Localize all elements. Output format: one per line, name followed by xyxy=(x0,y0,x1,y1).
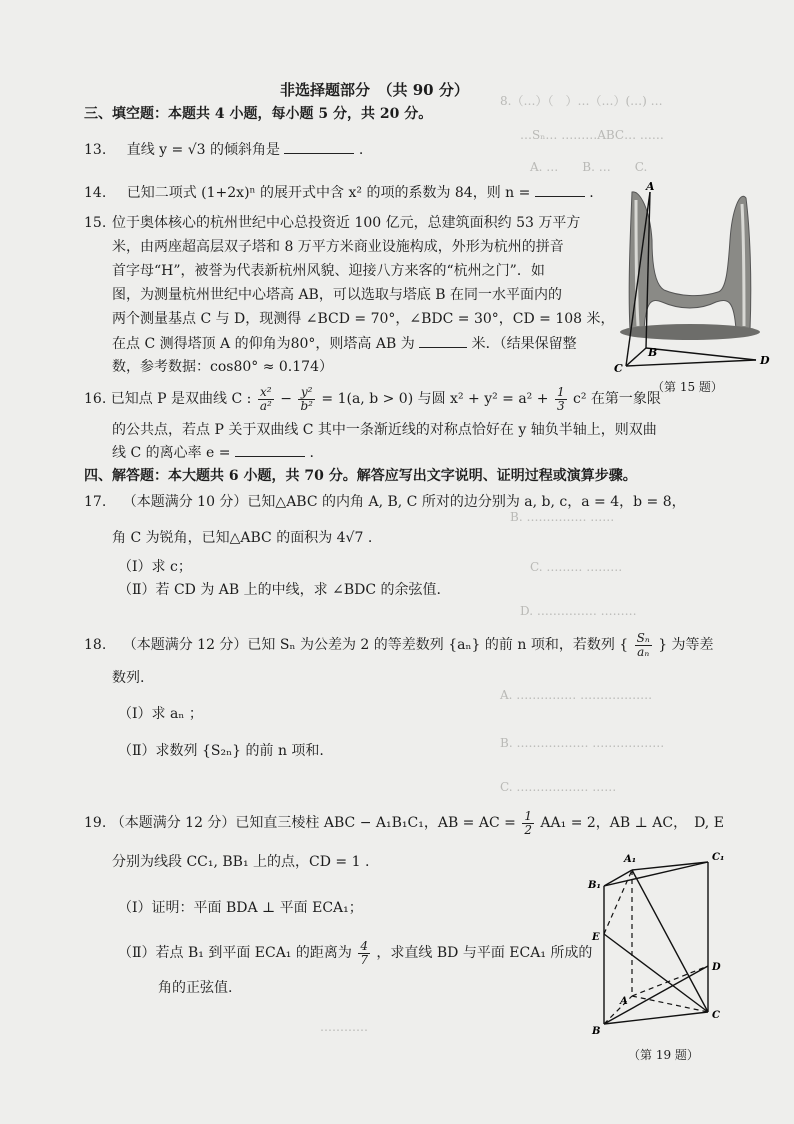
figure-19-caption: （第 19 题） xyxy=(628,1048,699,1062)
edge-B1A1 xyxy=(604,870,632,886)
question-number: 13. xyxy=(84,142,107,158)
answer-blank xyxy=(284,139,354,154)
line-EA1-hidden xyxy=(604,870,632,934)
tower-base xyxy=(620,324,760,340)
fraction-one-half: $\frac{1}{2}$ xyxy=(524,808,532,837)
question-line: 在点 C 测得塔顶 A 的仰角为80°，则塔高 AB 为 xyxy=(112,336,415,352)
fraction-Sn-an: $\frac{\text{Sₙ}}{\text{aₙ}}$ xyxy=(636,630,650,659)
point-label-E: E xyxy=(592,932,600,943)
question-number: 18. xyxy=(84,637,107,653)
line-BD xyxy=(604,966,708,1024)
question-text: c² 在第一象限 xyxy=(573,391,661,407)
answer-blank xyxy=(419,333,467,348)
point-label-D: D xyxy=(712,962,721,973)
edge-BC xyxy=(604,1012,708,1024)
part-2: ，求直线 BD 与平面 ECA₁ 所成的 xyxy=(376,945,593,961)
fraction-one-third: $\frac{1}{3}$ xyxy=(556,384,565,413)
question-text-end: . xyxy=(358,142,364,158)
point-label-B: B xyxy=(592,1026,601,1037)
question-number: 15. xyxy=(84,215,107,231)
figure-15-tower-diagram xyxy=(600,180,776,380)
point-label-A: A xyxy=(620,996,628,1007)
fraction-four-sevenths: $\frac{4}{7}$ xyxy=(360,938,368,967)
point-label-A: A xyxy=(646,180,655,193)
question-line: 数列. xyxy=(112,670,145,686)
figure-19-prism-diagram xyxy=(584,848,734,1038)
part-2: （Ⅱ）求数列 {S₂ₙ} 的前 n 项和. xyxy=(118,743,324,759)
answer-blank xyxy=(235,442,305,457)
question-text: 已知点 P 是双曲线 C : xyxy=(110,391,252,407)
question-number: 14. xyxy=(84,185,107,201)
question-line: 角 C 为锐角，已知△ABC 的面积为 4√7 . xyxy=(112,530,373,546)
question-line: 的公共点，若点 P 关于双曲线 C 其中一条渐近线的对称点恰好在 y 轴负半轴上，则双曲 xyxy=(112,422,657,438)
question-text: 已知二项式 (1+2x)ⁿ 的展开式中含 x² 的项的系数为 84，则 n = xyxy=(126,185,531,201)
question-13 xyxy=(84,139,363,160)
question-text: 直线 y = √3 的倾斜角是 xyxy=(126,142,280,158)
figure-15-caption: （第 15 题） xyxy=(652,380,723,394)
question-number: 17. xyxy=(84,494,107,510)
point-label-D: D xyxy=(760,354,770,367)
section-4-heading: 四、解答题：本大题共 6 小题，共 70 分。解答应写出文字说明、证明过程或演算步骤。 xyxy=(84,468,637,484)
answer-blank xyxy=(535,182,585,197)
question-line: 米，由两座超高层双子塔和 8 万平方米商业设施构成，外形为杭州的拼音 xyxy=(112,239,564,255)
line-BD xyxy=(646,348,756,360)
line-A1C xyxy=(632,870,708,1012)
question-number: 19. xyxy=(84,815,107,831)
exam-page: 8.（…）（ ）…（…）(…) … …Sₙ… ………ABC… …… A. … B. … C. B. …………… …… C. ……… ……… D. …………… ……… A. …………… ……………… B. ……………… ……………… C. ……………… …… ………… 非选择题部分 （共 90 分） 三、填空题：本题共 4 小题，每小题 5 分，共 20 分。 13. 直线 y = √3 的倾斜角是 . 14. 已知二项式 (1+2x)ⁿ 的展开式中含 x² 的项的系数为 84，则 n = . 15. 位于奥体核心的杭州世纪中心总投资近 100 亿元，总建筑面积约 53 万平方 米，由两座超高层双子塔和 8 万平方米商业设施构成，外形为杭州的拼音 首字母“H”，被誉为代表新杭州风貌、迎接八方来客的“杭州之门”．如 图，为测量杭州世纪中心塔高 AB，可以选取与塔底 B 在同一水平面内的 两个测量基点 C 与 D，现测得 ∠BCD = 70°，∠BDC = 30°，CD = 108 米， 在点 C 测得塔顶 A 的仰角为80°，则塔高 AB 为 米．（结果保留整 数，参考数据：cos80° ≈ 0.174） A B C D （第 15 题） 16. 已知点 P 是双曲线 C : $\frac{\text{x²}}{\text{a²}}$ − $\frac{\text{y²}}{\text{b²}}$ = 1(a, b > 0) 与圆 x² + y² = a² + $\frac{1}{3}$ c² 在第一象限 的公共点，若点 P 关于双曲线 C 其中一条渐近线的对称点恰好在 y 轴负半轴上，则双曲 线 C 的离心率 e = . 四、解答题：本大题共 6 小题，共 70 分。解答应写出文字说明、证明过程或演算步骤。 17. （本题满分 10 分）已知△ABC 的内角 A, B, C 所对的边分别为 a, b, c，a = 4，b = 8， 角 C 为锐角，已知△ABC 的面积为 4√7 . （Ⅰ）求 c； （Ⅱ）若 CD 为 AB 上的中线，求 ∠BDC 的余弦值. 18. （本题满分 12 分）已知 Sₙ 为公差为 2 的等差数列 {aₙ} 的前 n 项和，若数列 { $\frac{\text{Sₙ}}{\text{aₙ}}$ } 为等差 数列. （Ⅰ）求 aₙ ； （Ⅱ）求数列 {S₂ₙ} 的前 n 项和. 19. （本题满分 12 分）已知直三棱柱 ABC − A₁B₁C₁，AB = AC = $\frac{1}{2}$ AA₁ = 2，AB ⊥ AC， D, E 分别为线段 CC₁, BB₁ 上的点，CD = 1 . （Ⅰ）证明：平面 BDA ⊥ 平面 ECA₁； （Ⅱ）若点 B₁ 到平面 ECA₁ 的距离为 $\frac{4}{7}$ ，求直线 BD 与平面 ECA₁ 所成的 角的正弦值. A₁ C₁ B₁ E D A B C （第 19 题） xyxy=(0,0,794,1124)
part-1: （Ⅰ）求 aₙ ； xyxy=(118,706,203,722)
point-label-C1: C₁ xyxy=(712,852,725,863)
point-label-B: B xyxy=(648,346,658,359)
fraction-y2-b2: $\frac{\text{y²}}{\text{b²}}$ xyxy=(300,384,313,413)
question-line: 分别为线段 CC₁, BB₁ 上的点，CD = 1 . xyxy=(112,854,370,870)
question-text-end: . xyxy=(589,185,594,201)
part-1: （Ⅰ）证明：平面 BDA ⊥ 平面 ECA₁； xyxy=(118,900,363,916)
question-line: 数，参考数据：cos80° ≈ 0.174） xyxy=(112,359,333,375)
question-number: 16. xyxy=(84,391,107,407)
question-text: （本题满分 12 分）已知直三棱柱 ABC − A₁B₁C₁，AB = AC = xyxy=(110,815,516,831)
question-line: 两个测量基点 C 与 D，现测得 ∠BCD = 70°，∠BDC = 30°，CD = 108 米， xyxy=(112,311,615,327)
question-line: 位于奥体核心的杭州世纪中心总投资近 100 亿元，总建筑面积约 53 万平方 xyxy=(112,215,581,231)
question-14 xyxy=(84,182,594,203)
question-line: 图，为测量杭州世纪中心塔高 AB，可以选取与塔底 B 在同一水平面内的 xyxy=(112,287,563,303)
part-2: （Ⅱ）若点 B₁ 到平面 ECA₁ 的距离为 xyxy=(118,945,352,961)
section-3-heading: 三、填空题：本题共 4 小题，每小题 5 分，共 20 分。 xyxy=(84,106,433,122)
point-label-A1: A₁ xyxy=(624,854,637,865)
question-line: 首字母“H”，被誉为代表新杭州风貌、迎接八方来客的“杭州之门”．如 xyxy=(112,263,545,279)
question-text: AA₁ = 2，AB ⊥ AC， D, E xyxy=(540,815,724,831)
point-label-C: C xyxy=(712,1010,720,1021)
question-text: = 1(a, b > 0) 与圆 x² + y² = a² + xyxy=(321,391,549,407)
question-text: } 为等差 xyxy=(658,637,714,653)
question-line: 米．（结果保留整 xyxy=(471,336,577,352)
line-BC xyxy=(626,348,646,366)
part-2: （Ⅱ）若 CD 为 AB 上的中线，求 ∠BDC 的余弦值. xyxy=(118,582,441,598)
edge-A1C1 xyxy=(632,862,708,870)
question-line: 线 C 的离心率 e = xyxy=(112,445,231,461)
question-text: （本题满分 10 分）已知△ABC 的内角 A, B, C 所对的边分别为 a, b, c，a = 4，b = 8， xyxy=(122,494,686,510)
section-title: 非选择题部分 （共 90 分） xyxy=(280,81,469,99)
fraction-x2-a2: $\frac{\text{x²}}{\text{a²}}$ xyxy=(259,384,272,413)
point-label-C: C xyxy=(614,362,623,375)
part-2-continued: 角的正弦值. xyxy=(158,980,233,996)
part-1: （Ⅰ）求 c； xyxy=(118,559,192,575)
point-label-B1: B₁ xyxy=(588,880,601,891)
edge-B1C1 xyxy=(604,862,708,886)
question-text: （本题满分 12 分）已知 Sₙ 为公差为 2 的等差数列 {aₙ} 的前 n 项和，若数列 { xyxy=(122,637,629,653)
line-CD xyxy=(626,360,756,366)
